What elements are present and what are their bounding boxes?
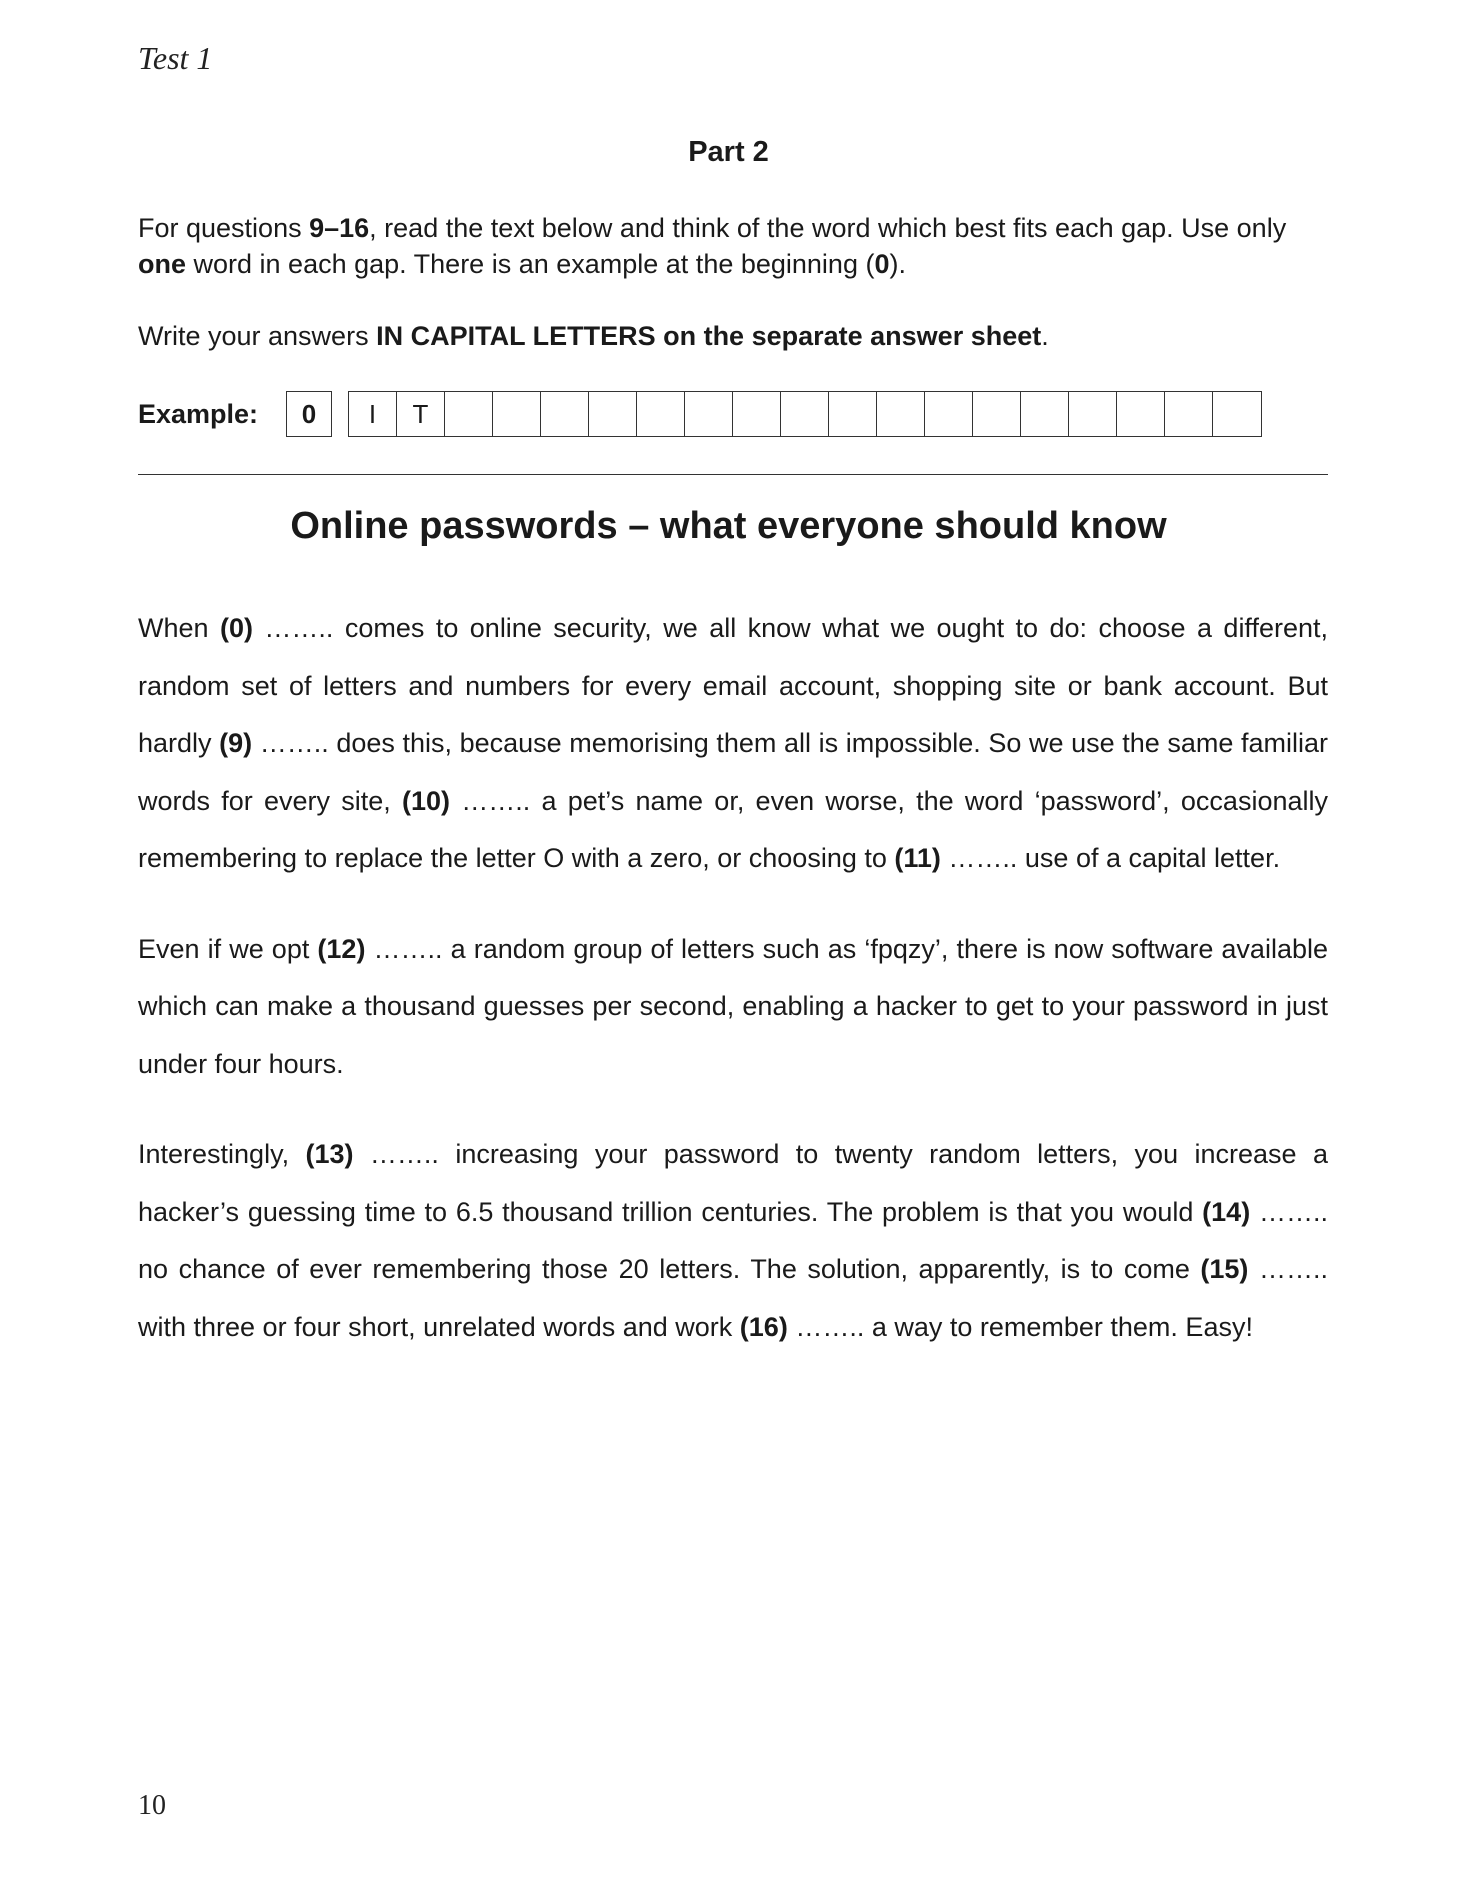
passage-text: …….. with three or four short, unrelated words and work [138,1254,1328,1342]
instr-emphasis: IN CAPITAL LETTERS on the separate answer sheet [376,321,1042,351]
gap-number: (12) [317,933,366,964]
instr-text: For questions [138,213,310,243]
gap-number: (15) [1200,1254,1249,1284]
answer-box [1069,392,1117,436]
example-row [138,389,1262,439]
instructions-line-2 [138,318,1328,354]
answer-box [781,392,829,436]
answer-box [925,392,973,436]
instr-text: Write your answers [138,321,377,351]
instr-text: , read the text below and think of the word which best fits each gap. Use only [369,213,1287,243]
answer-box [829,392,877,436]
passage-text: Interestingly, [138,1139,306,1169]
passage-text: …….. does this, because memorising them all is impossible. So we use the same familiar words for every site, [138,728,1328,816]
passage-paragraph [138,1126,1328,1356]
gap-number: (0) [219,613,253,643]
part-title: Part 2 [688,136,769,168]
passage-text: When [138,613,220,643]
passage-paragraph [138,600,1328,888]
answer-box [589,392,637,436]
answer-box [541,392,589,436]
passage-text: …….. a way to remember them. Easy! [787,1311,1253,1342]
gap-number: (10) [402,785,451,816]
answer-box [1213,392,1261,436]
answer-box: I [349,392,397,436]
passage-text: …….. use of a capital letter. [940,843,1281,873]
passage-text: Even if we opt [138,933,318,964]
example-number-box: 0 [286,391,332,437]
page-number: 10 [138,1790,166,1821]
passage-text: …….. comes to online security, we all know what we ought to do: choose a different, random set of letters and numbers for every email account, shopping site or bank account. But hardly [138,613,1328,758]
instr-emphasis: one [138,249,187,279]
instr-text: . [1041,321,1049,351]
passage-text: …….. increasing your password to twenty random letters, you increase a hacker’s guessing time to 6.5 thousand trillion centuries. The problem is that you would [138,1139,1328,1227]
instr-text: word in each gap. There is an example at the beginning ( [186,249,875,279]
answer-box [493,392,541,436]
passage [138,600,1328,1389]
gap-number: (11) [894,843,941,873]
gap-number: (14) [1202,1196,1251,1227]
example-label: Example: [138,398,259,429]
divider [138,474,1328,475]
answer-box: T [397,392,445,436]
answer-box [877,392,925,436]
running-header: Test 1 [138,40,213,76]
gap-number: (9) [219,728,253,758]
instr-question-range: 9–16 [309,213,370,243]
instr-example-number: 0 [874,249,890,279]
answer-box [445,392,493,436]
answer-box [637,392,685,436]
passage-text: …….. a pet’s name or, even worse, the word ‘password’, occasionally remembering to replace the letter O with a zero, or choosing to [138,785,1328,873]
instructions-line-1 [138,210,1328,282]
passage-text: …….. no chance of ever remembering those 20 letters. The solution, apparently, is to come [138,1196,1328,1284]
answer-box [1165,392,1213,436]
passage-title: Online passwords – what everyone should know [290,505,1167,547]
instructions [138,210,1328,390]
gap-number: (13) [305,1139,354,1169]
gap-number: (16) [739,1311,788,1342]
passage-text: …….. a random group of letters such as ‘fpqzy’, there is now software available which can make a thousand guesses per second, enabling a hacker to get to your password in just under four hours. [138,933,1328,1079]
example-answer-boxes [348,391,1262,437]
instr-text: ). [889,249,906,279]
answer-box [1117,392,1165,436]
answer-box [685,392,733,436]
answer-box [1021,392,1069,436]
answer-box [973,392,1021,436]
passage-paragraph [138,921,1328,1094]
answer-box [733,392,781,436]
